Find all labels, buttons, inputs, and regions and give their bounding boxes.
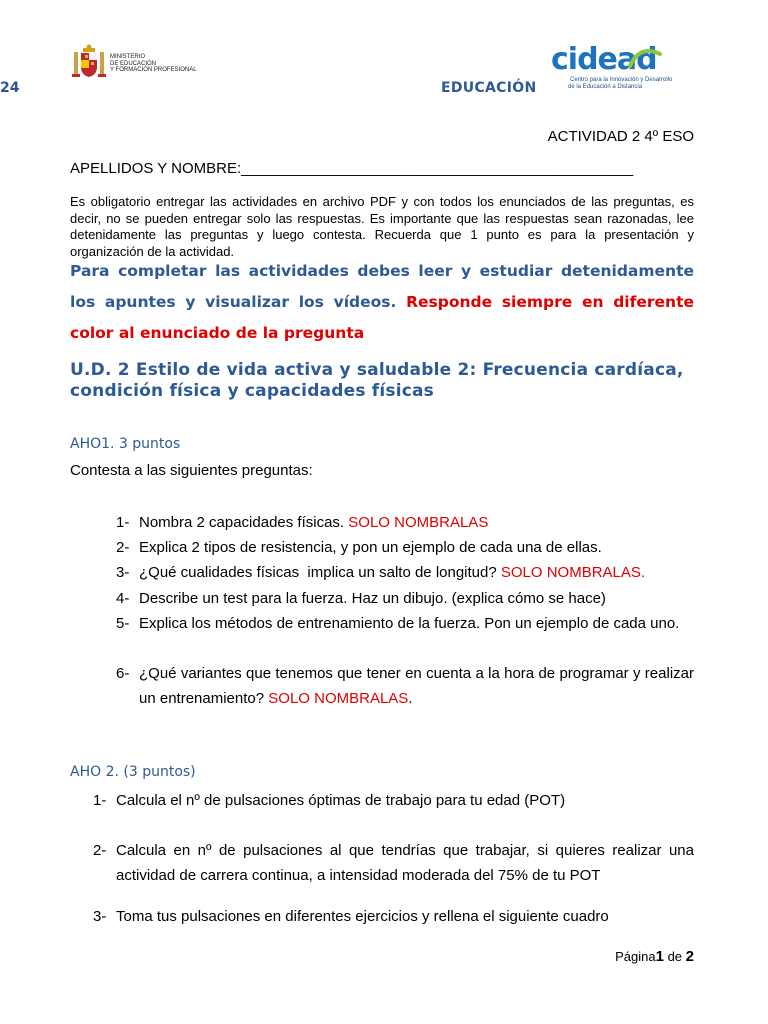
cidead-subtitle-1: Centro para la Innovación y Desarrollo [570,77,673,83]
question-number: 1- [93,792,107,809]
question-text: Calcula en nº de pulsaciones al que tendrías que trabajar, si quieres realizar una actividad de carrera continua, a intensidad moderada del 75% de tu POT [116,842,694,884]
question-text: Nombra 2 capacidades físicas. [139,514,345,531]
page-footer [615,948,694,965]
question-number: 2- [116,539,130,556]
section-label: EDUCACIÓN [441,80,537,96]
question-number: 4- [116,590,130,607]
ministry-logo [72,44,202,82]
aho1-heading: AHO1. 3 puntos [70,436,181,452]
aho2-heading: AHO 2. (3 puntos) [70,764,196,780]
question-number: 2- [93,842,107,859]
question-text: Explica 2 tipos de resistencia, y pon un ejemplo de cada una de ellas. [139,539,602,556]
cidead-wordmark: cidead [551,42,657,77]
question-number: 1- [116,514,130,531]
question-highlight: SOLO NOMBRALAS [268,690,409,707]
submission-notice: Es obligatorio entregar las actividades en archivo PDF y con todos los enunciados de las preguntas, es decir, no se pueden entregar solo las respuestas. Es importante que las respuestas sean razonadas, lee detenidamente las preguntas y luego contesta. Recuerda que 1 punto es para la presentación y organización de la actividad. [70,194,694,259]
question-suffix: . [408,690,413,707]
instructions-red: Responde siempre en diferente color al enunciado de la pregunta [70,293,694,342]
instructions [70,256,694,349]
question-number: 3- [93,908,107,925]
edge-page-number: 24 [0,80,20,96]
question-text: ¿Qué cualidades físicas implica un salto de longitud? [139,564,497,581]
ministry-line-1: MINISTERIO [110,54,146,60]
activity-title: ACTIVIDAD 2 4º ESO [547,128,694,145]
question-text: ¿Qué variantes que tenemos que tener en cuenta a la hora de programar y realizar un entrenamiento? [139,665,694,707]
question-number: 6- [116,665,130,682]
total-pages: 2 [685,948,694,965]
question-highlight: SOLO NOMBRALAS. [500,564,646,581]
of-word: de [667,949,683,964]
question-text: Describe un test para la fuerza. Haz un dibujo. (explica cómo se hace) [139,590,606,607]
aho1-intro: Contesta a las siguientes preguntas: [70,462,313,479]
question-highlight: SOLO NOMBRALAS [348,514,489,531]
name-field-line: APELLIDOS Y NOMBRE:_______________________________________________ [70,160,634,177]
ministry-line-3: Y FORMACIÓN PROFESIONAL [110,67,197,73]
cidead-logo [548,42,678,98]
question-text: Toma tus pulsaciones en diferentes ejercicios y rellena el siguiente cuadro [116,908,609,925]
current-page: 1 [655,948,664,965]
instructions-blue: Para completar las actividades debes leer y estudiar detenidamente los apuntes y visualizar los vídeos. [70,262,694,311]
ministry-line-2: DE EDUCACIÓN [110,60,157,67]
question-number: 5- [116,615,130,632]
swirl-icon [626,46,666,76]
page-word: Página [615,949,656,964]
question-text: Calcula el nº de pulsaciones óptimas de trabajo para tu edad (POT) [116,792,566,809]
unit-title: U.D. 2 Estilo de vida activa y saludable 2: Frecuencia cardíaca, condición física y capacidades físicas [70,360,684,401]
coat-of-arms-icon [72,44,106,80]
question-text: Explica los métodos de entrenamiento de la fuerza. Pon un ejemplo de cada uno. [139,615,680,632]
question-number: 3- [116,564,130,581]
cidead-subtitle-2: de la Educación a Distancia [568,84,643,90]
